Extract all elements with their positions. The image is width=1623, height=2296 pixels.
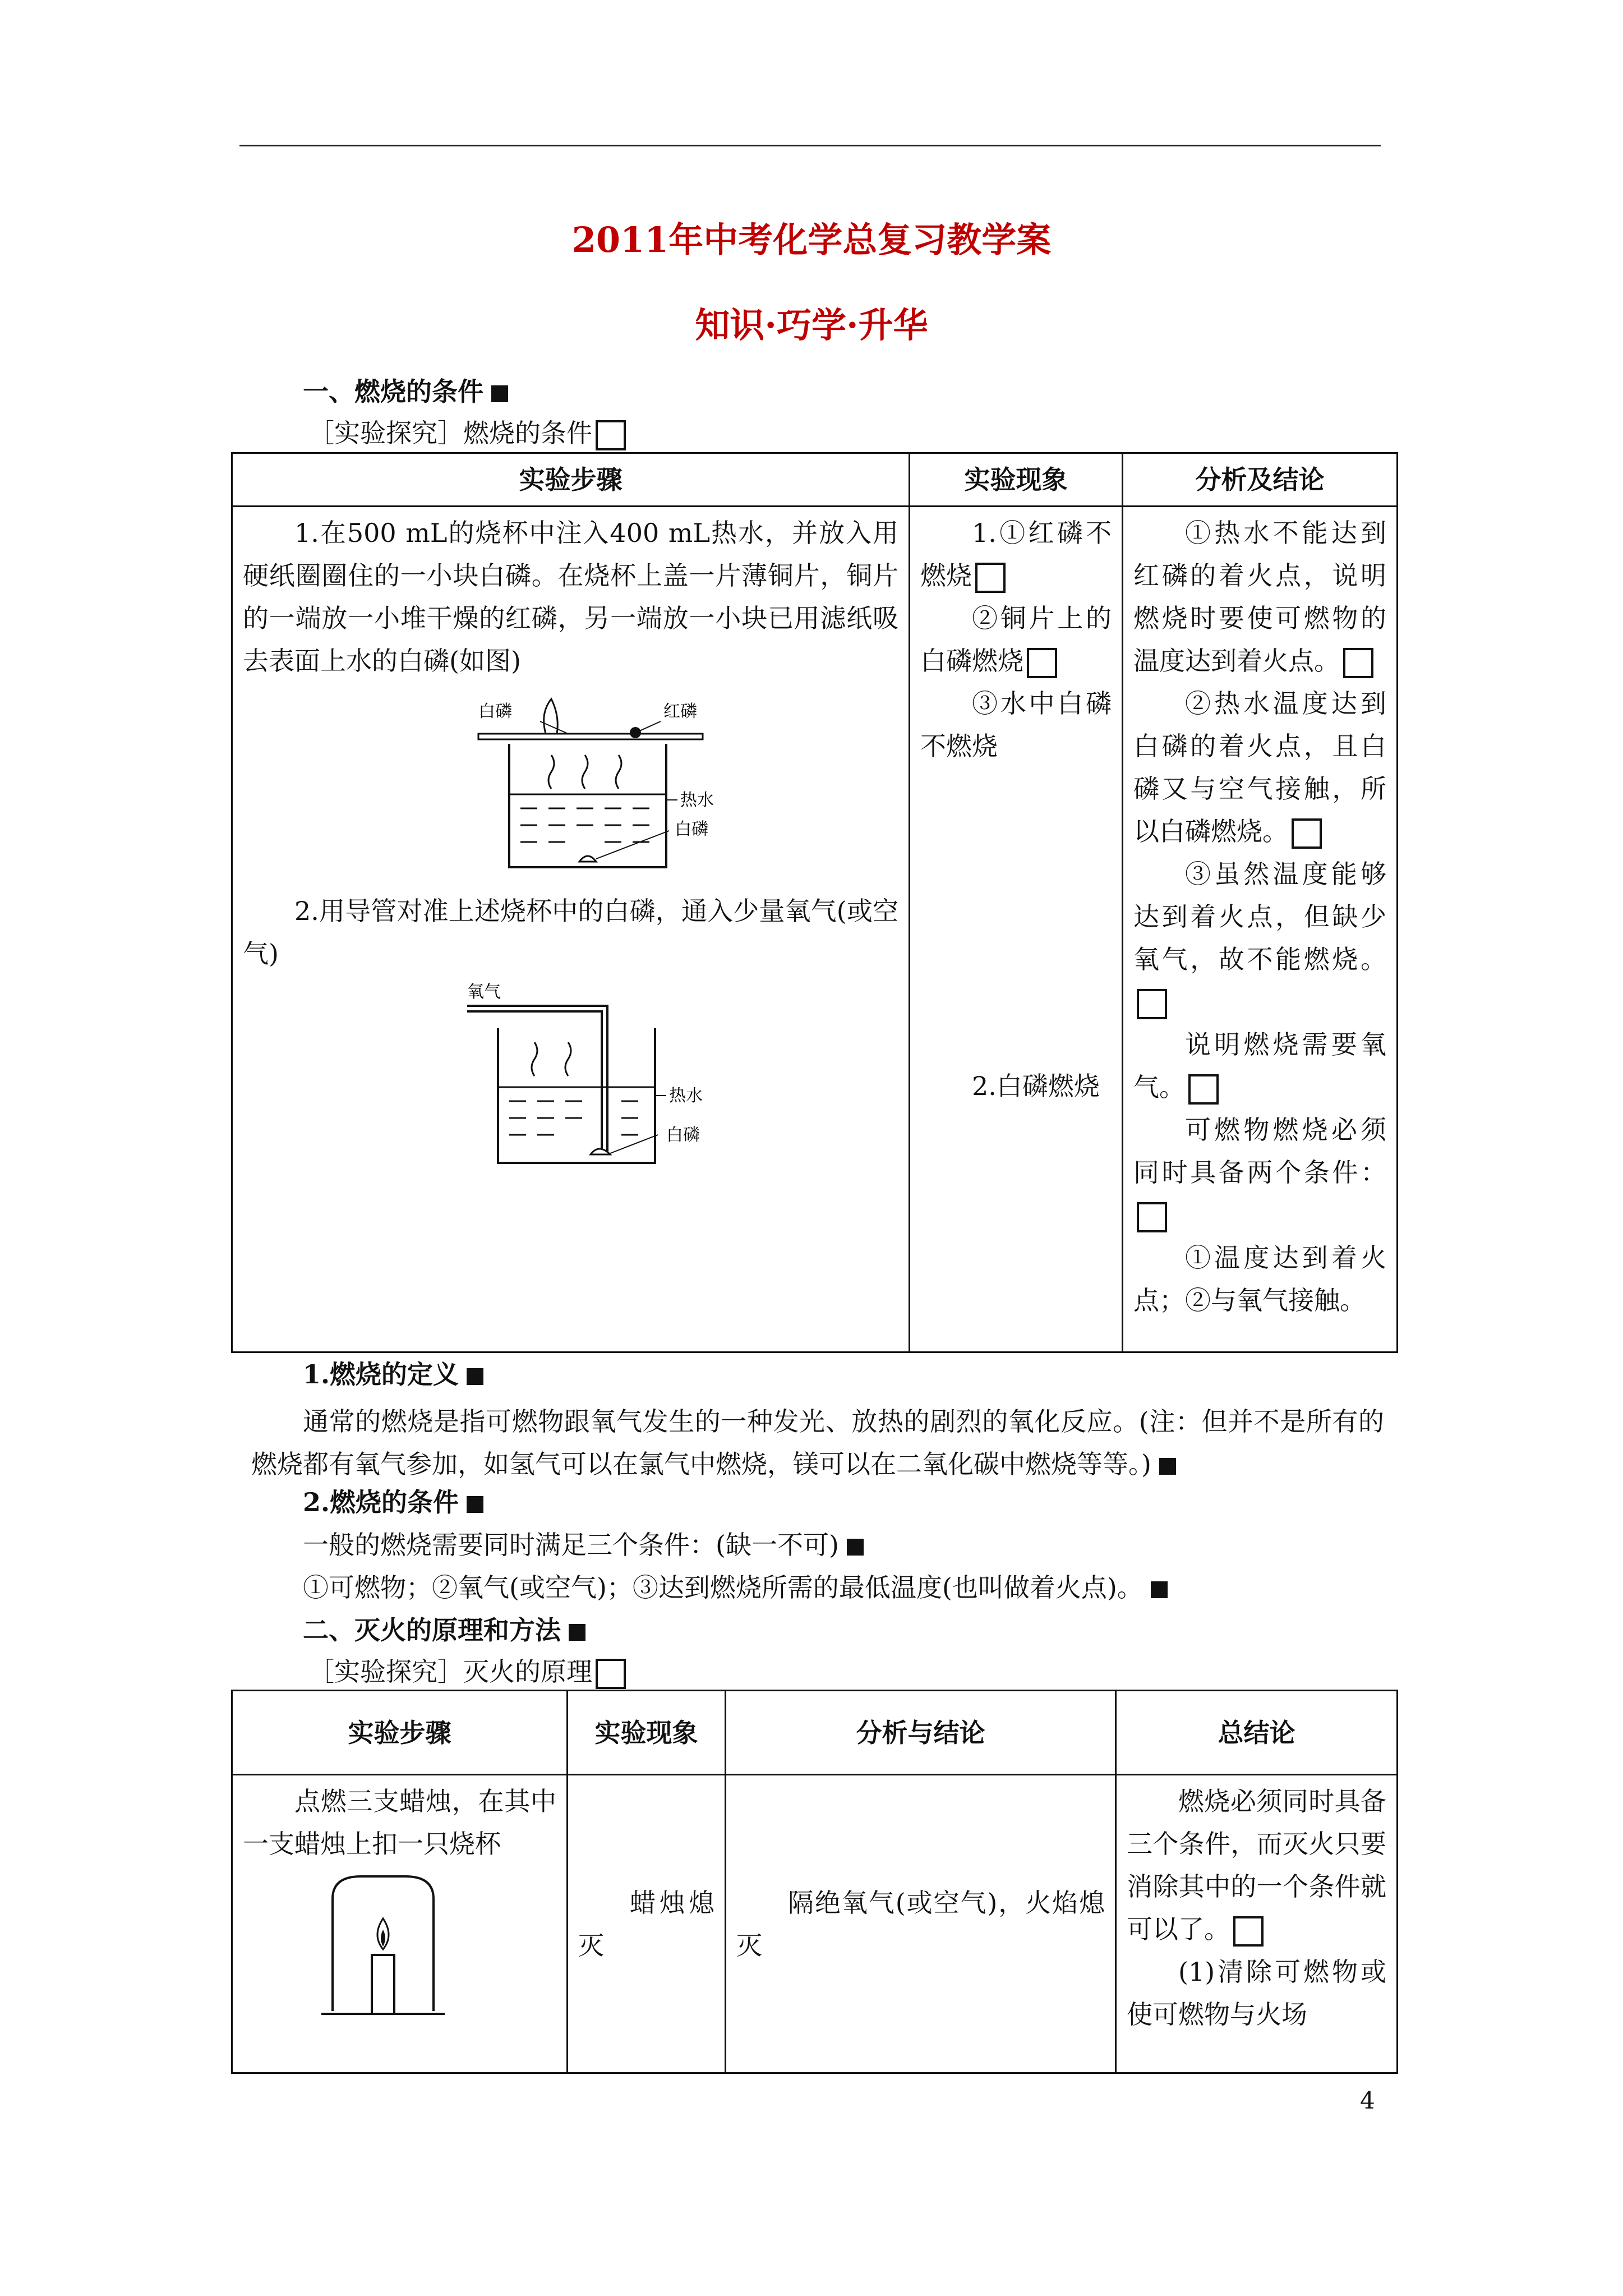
table1-phenomena-cell bbox=[910, 507, 1123, 1352]
table1-conclusions-cell bbox=[1123, 507, 1398, 1352]
conclusion-1 bbox=[1133, 512, 1386, 682]
conditions-line2 bbox=[303, 1571, 1168, 1604]
black-square-icon bbox=[569, 1624, 585, 1641]
empty-box-icon bbox=[1233, 1916, 1264, 1947]
definition-heading-text: 1.燃烧的定义 bbox=[303, 1359, 459, 1389]
black-square-icon bbox=[467, 1496, 483, 1513]
section1-heading bbox=[303, 375, 508, 408]
fig2-label-hot-water: 热水 bbox=[669, 1086, 703, 1106]
phenom1-copper bbox=[920, 597, 1112, 682]
table1-steps-cell bbox=[232, 507, 910, 1352]
table1-header-steps: 实验步骤 bbox=[232, 453, 910, 507]
section1-explore-text: ［实验探究］燃烧的条件 bbox=[308, 418, 592, 448]
table2-summary-cell bbox=[1116, 1775, 1398, 2073]
section2-explore-text: ［实验探究］灭火的原理 bbox=[308, 1657, 592, 1687]
definition-text: 通常的燃烧是指可燃物跟氧气发生的一种发光、放热的剧烈的氧化反应。(注：但并不是所有的燃烧都有氧气参加，如氢气可以在氯气中燃烧，镁可以在二氧化碳中燃烧等等。) bbox=[251, 1406, 1384, 1479]
conclusion-6: ①温度达到着火点；②与氧气接触。 bbox=[1133, 1243, 1386, 1315]
section2-explore-label bbox=[308, 1655, 626, 1689]
conclusion-3-text: ③虽然温度能够达到着火点，但缺少氧气，故不能燃烧。 bbox=[1133, 859, 1386, 974]
beaker-copper-plate-diagram bbox=[467, 682, 759, 890]
conditions-heading-text: 2.燃烧的条件 bbox=[303, 1487, 459, 1517]
conclusion-4-text: 说明燃烧需要氧气。 bbox=[1133, 1029, 1386, 1102]
document-subtitle: 知识·巧学·升华 bbox=[695, 305, 928, 346]
table2-step-text: 点燃三支蜡烛，在其中一支蜡烛上扣一只烧杯 bbox=[243, 1786, 556, 1859]
empty-box-icon bbox=[1188, 1074, 1219, 1105]
table2-header-steps: 实验步骤 bbox=[232, 1691, 568, 1775]
table1-header-phenomena: 实验现象 bbox=[910, 453, 1123, 507]
definition-heading bbox=[303, 1358, 483, 1391]
empty-box-icon bbox=[596, 420, 626, 450]
table2-header-phenomena: 实验现象 bbox=[568, 1691, 726, 1775]
empty-box-icon bbox=[1292, 818, 1322, 849]
conclusion-3 bbox=[1133, 853, 1386, 1023]
header-rule bbox=[239, 145, 1381, 146]
phenom1-water: ③水中白磷不燃烧 bbox=[920, 688, 1112, 761]
phenom1-red bbox=[920, 512, 1112, 597]
black-square-icon bbox=[1151, 1581, 1168, 1598]
document-title: 2011年中考化学总复习教学案 bbox=[571, 219, 1052, 260]
conclusion-5-text: 可燃物燃烧必须同时具备两个条件： bbox=[1133, 1115, 1386, 1188]
conditions-line2-text: ①可燃物；②氧气(或空气)；③达到燃烧所需的最低温度(也叫做着火点)。 bbox=[303, 1572, 1143, 1603]
table2-analysis-cell bbox=[726, 1775, 1116, 2073]
page-number: 4 bbox=[1360, 2087, 1375, 2114]
step1-text: 1.在500 mL的烧杯中注入400 mL热水，并放入用硬纸圈圈住的一小块白磷。在烧杯上盖一片薄铜片，铜片的一端放一小堆干燥的红磷，另一端放一小块已用滤纸吸去表面上水的白磷(如图) bbox=[243, 518, 898, 676]
conclusion-4 bbox=[1133, 1023, 1386, 1108]
definition-paragraph bbox=[251, 1400, 1384, 1485]
conclusion-5 bbox=[1133, 1108, 1386, 1236]
fig2-label-white-phosphorus: 白磷 bbox=[666, 1125, 700, 1145]
empty-box-icon bbox=[975, 563, 1006, 593]
table2-header-summary: 总结论 bbox=[1116, 1691, 1398, 1775]
phenom2: 2.白磷燃烧 bbox=[972, 1071, 1100, 1101]
fig1-label-hot-water: 热水 bbox=[680, 790, 714, 810]
empty-box-icon bbox=[1343, 648, 1373, 678]
table2-summary-1-text: 燃烧必须同时具备三个条件，而灭火只要消除其中的一个条件就可以了。 bbox=[1127, 1786, 1386, 1944]
fig1-label-white-phosphorus-top: 白磷 bbox=[478, 702, 512, 721]
empty-box-icon bbox=[1137, 1202, 1167, 1232]
conditions-line1 bbox=[303, 1528, 864, 1562]
section2-heading-text: 二、灭火的原理和方法 bbox=[303, 1615, 561, 1645]
section2-heading bbox=[303, 1613, 585, 1647]
black-square-icon bbox=[1159, 1458, 1176, 1475]
fig1-label-white-phosphorus-water: 白磷 bbox=[675, 820, 708, 839]
conclusion-2 bbox=[1133, 682, 1386, 853]
beaker-oxygen-tube-diagram bbox=[456, 975, 748, 1177]
extinguish-experiment-table bbox=[231, 1690, 1398, 2074]
conditions-line1-text: 一般的燃烧需要同时满足三个条件：(缺一不可) bbox=[303, 1530, 839, 1560]
fig1-label-red-phosphorus: 红磷 bbox=[663, 702, 697, 721]
beaker-figure-2 bbox=[456, 975, 898, 1177]
table2-steps-cell bbox=[232, 1775, 568, 2073]
table2-phenom-text: 蜡烛熄灭 bbox=[578, 1887, 714, 1961]
combustion-experiment-table bbox=[231, 452, 1398, 1353]
empty-box-icon bbox=[596, 1659, 626, 1689]
section1-explore-label bbox=[308, 416, 626, 450]
phenom1-copper-text: ②铜片上的白磷燃烧 bbox=[920, 603, 1112, 676]
section1-heading-text: 一、燃烧的条件 bbox=[303, 376, 483, 407]
table2-analysis-text: 隔绝氧气(或空气)，火焰熄灭 bbox=[736, 1887, 1105, 1961]
table2-header-analysis: 分析与结论 bbox=[726, 1691, 1116, 1775]
empty-box-icon bbox=[1137, 989, 1167, 1019]
table1-header-conclusions: 分析及结论 bbox=[1123, 453, 1398, 507]
phenom1-red-text: 1.①红磷不燃烧 bbox=[920, 518, 1112, 591]
black-square-icon bbox=[847, 1539, 864, 1556]
fig2-label-oxygen: 氧气 bbox=[467, 982, 501, 1002]
table2-phenom-cell bbox=[568, 1775, 726, 2073]
table2-summary-2: (1)清除可燃物或使可燃物与火场 bbox=[1127, 1957, 1386, 2030]
black-square-icon bbox=[467, 1368, 483, 1385]
table2-summary-1 bbox=[1127, 1780, 1386, 1950]
black-square-icon bbox=[491, 385, 508, 402]
empty-box-icon bbox=[1027, 648, 1057, 678]
conditions-heading bbox=[303, 1485, 483, 1519]
beaker-figure-1 bbox=[467, 682, 898, 890]
conclusion-2-text: ②热水温度达到白磷的着火点，且白磷又与空气接触，所以白磷燃烧。 bbox=[1133, 688, 1386, 846]
step2-text: 2.用导管对准上述烧杯中的白磷，通入少量氧气(或空气) bbox=[243, 896, 898, 969]
conclusion-1-text: ①热水不能达到红磷的着火点，说明燃烧时要使可燃物的温度达到着火点。 bbox=[1133, 518, 1386, 676]
candle-beaker-diagram bbox=[310, 1865, 456, 2028]
